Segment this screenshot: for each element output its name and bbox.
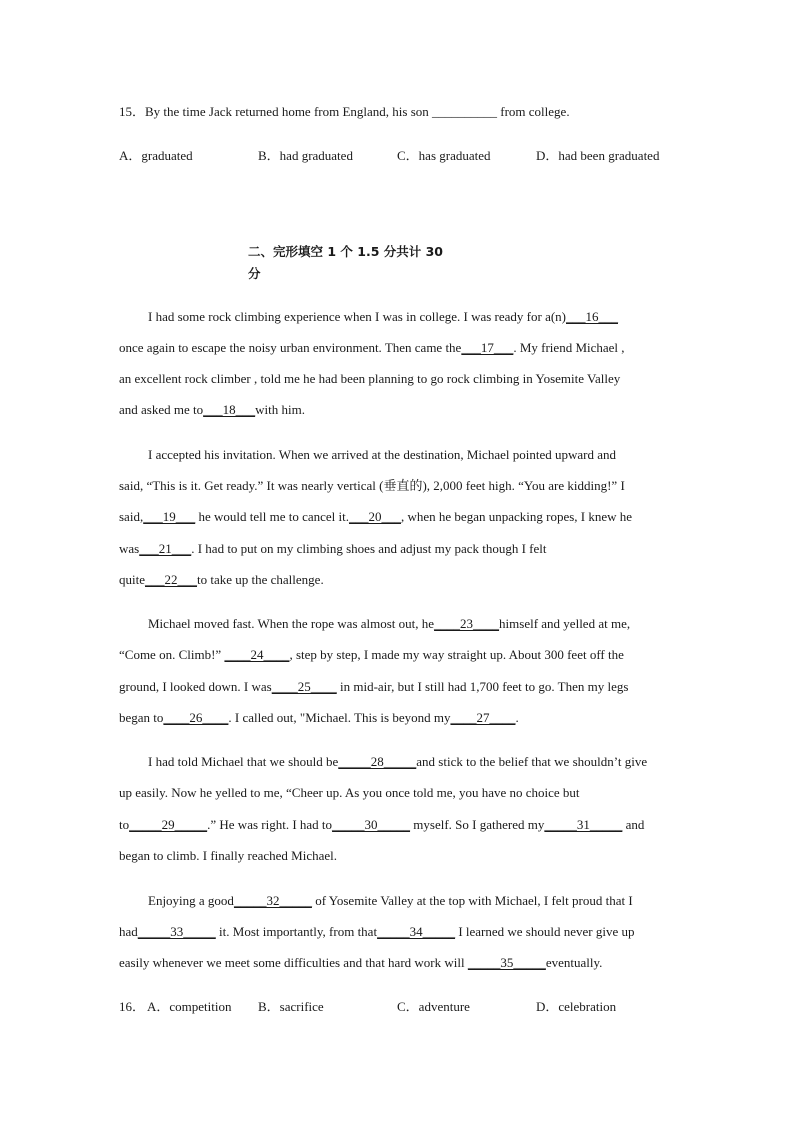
blank-27: ____27____ [450,710,516,725]
passage-line: and asked me to___18___with him. [119,402,305,417]
blank-28: _____28_____ [338,754,417,769]
blank-23: ____23____ [434,616,500,631]
passage-line: Enjoying a good_____32_____ of Yosemite Valley at the top with Michael, I felt proud that I [148,893,633,908]
blank-33: _____33_____ [137,924,216,939]
blank-20: ___20___ [349,509,401,524]
passage-line: ground, I looked down. I was____25____ in mid-air, but I still had 1,700 feet to go. Then my legs [119,679,629,694]
passage-line: was___21___. I had to put on my climbing shoes and adjust my pack though I felt [119,541,547,556]
blank-24: ____24____ [224,647,290,662]
passage-line: I accepted his invitation. When we arrived at the destination, Michael pointed upward and [148,447,616,462]
passage-line: began to climb. I finally reached Michael. [119,848,338,863]
blank-35: _____35_____ [467,955,546,970]
passage-line: easily whenever we meet some difficulties and that hard work will _____35_____eventually. [119,955,603,970]
passage-line: once again to escape the noisy urban environment. Then came the___17___. My friend Michael , [119,340,625,355]
blank-17: ___17___ [461,340,514,355]
passage-line: quite___22___to take up the challenge. [119,572,324,587]
question-16-option-d: D．celebration [536,999,617,1014]
blank-30: _____30_____ [332,817,411,832]
blank-26: ____26____ [163,710,229,725]
blank-22: ___22___ [145,572,197,587]
question-16-option-c: C．adventure [397,999,470,1014]
question-15-option-b: B．had graduated [258,148,353,163]
blank-29: _____29_____ [129,817,208,832]
blank-34: _____34_____ [377,924,456,939]
question-15-stem: 15．By the time Jack returned home from England, his son __________ from college. [119,104,570,119]
blank-18: ___18___ [203,402,256,417]
question-15-option-d: D．had been graduated [536,148,660,163]
passage-line: up easily. Now he yelled to me, “Cheer up. As you once told me, you have no choice but [119,785,580,800]
question-15-option-a: A．graduated [119,148,193,163]
passage-line: “Come on. Climb!” ____24____, step by step, I made my way straight up. About 300 feet off the [119,647,624,662]
blank-32: _____32_____ [233,893,312,908]
passage-line: Michael moved fast. When the rope was almost out, he____23____himself and yelled at me, [148,616,631,631]
blank-25: ____25____ [271,679,337,694]
question-15-option-c: C．has graduated [397,148,491,163]
question-16-option-b: B．sacrifice [258,999,324,1014]
passage-line: I had some rock climbing experience when I was in college. I was ready for a(n)___16___ [148,309,618,324]
passage-line: I had told Michael that we should be_____28_____and stick to the belief that we shouldn’t give [148,754,648,769]
blank-31: _____31_____ [544,817,623,832]
passage-line: had_____33_____ it. Most importantly, from that_____34_____ I learned we should never give up [119,924,635,939]
passage-line: said,___19___ he would tell me to cancel it.___20___, when he began unpacking ropes, I knew he [119,509,633,524]
blank-19: ___19___ [143,509,196,524]
passage-line: said, “This is it. Get ready.” It was nearly vertical (垂直的), 2,000 feet high. “You are kidding!” I [119,478,625,493]
question-16-number: 16． [119,999,146,1014]
passage-line: an excellent rock climber , told me he had been planning to go rock climbing in Yosemite Valley [119,371,621,386]
blank-16: ___16___ [566,309,618,324]
passage-line: to_____29_____.” He was right. I had to_____30_____ myself. So I gathered my_____31_____ and [119,817,645,832]
question-16-option-a: A．competition [147,999,232,1014]
passage-line: began to____26____. I called out, "Michael. This is beyond my____27____. [119,710,519,725]
blank-21: ___21___ [139,541,192,556]
section-heading: 二、完形填空 1 个 1.5 分共计 30 分 [248,244,443,281]
